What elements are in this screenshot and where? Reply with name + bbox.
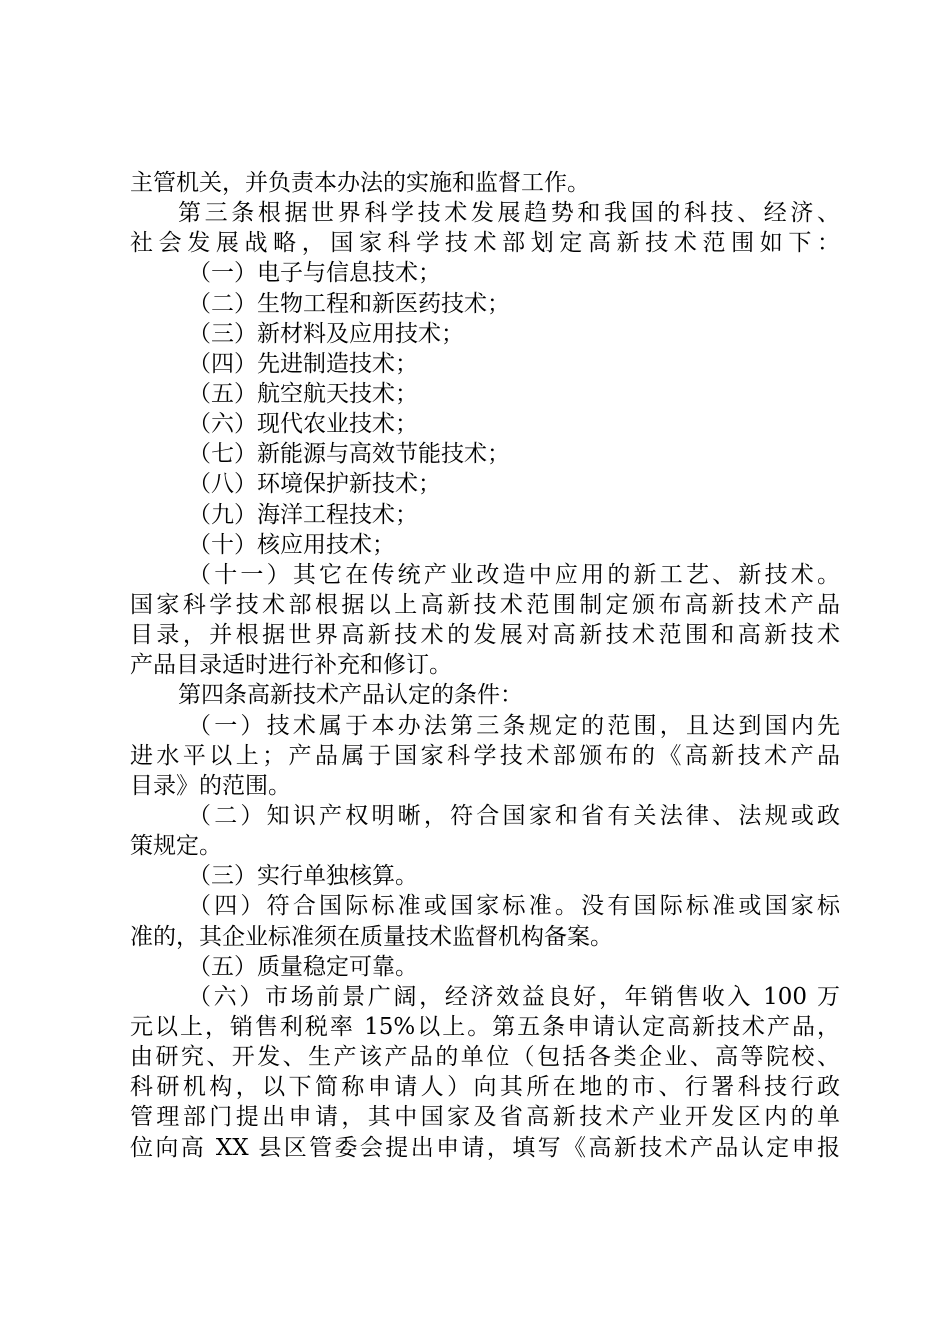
text-line: 位向高 XX 县区管委会提出申请，填写《高新技术产品认定申报 bbox=[130, 1134, 840, 1161]
text-line: 管理部门提出申请，其中国家及省高新技术产业开发区内的单 bbox=[130, 1104, 840, 1131]
list-item: （六）现代农业技术； bbox=[188, 411, 418, 438]
text-line: 由研究、开发、生产该产品的单位（包括各类企业、高等院校、 bbox=[130, 1044, 840, 1071]
list-item: （五）航空航天技术； bbox=[188, 380, 418, 407]
text-line: 第三条根据世界科学技术发展趋势和我国的科技、经济、 bbox=[178, 200, 840, 227]
list-item: （十）核应用技术； bbox=[188, 531, 395, 558]
text-line: 策规定。 bbox=[130, 833, 222, 860]
text-line: 主管机关，并负责本办法的实施和监督工作。 bbox=[130, 170, 590, 196]
text-line: （三）实行单独核算。 bbox=[188, 863, 418, 890]
text-line: 目录，并根据世界高新技术的发展对高新技术范围和高新技术 bbox=[130, 622, 840, 649]
text-line: 目录》的范围。 bbox=[130, 772, 291, 799]
text-line: 元以上，销售利税率 15%以上。第五条申请认定高新技术产品， bbox=[130, 1013, 840, 1040]
text-line: 进水平以上；产品属于国家科学技术部颁布的《高新技术产品 bbox=[130, 742, 840, 769]
text-line: 社会发展战略，国家科学技术部划定高新技术范围如下： bbox=[130, 230, 840, 257]
text-line: （一）技术属于本办法第三条规定的范围，且达到国内先 bbox=[188, 712, 840, 739]
list-item: （一）电子与信息技术； bbox=[188, 260, 441, 287]
list-item: （四）先进制造技术； bbox=[188, 350, 418, 377]
text-line: （五）质量稳定可靠。 bbox=[188, 953, 418, 980]
text-line: （二）知识产权明晰，符合国家和省有关法律、法规或政 bbox=[188, 802, 840, 829]
document-body bbox=[130, 168, 840, 1163]
text-line: 产品目录适时进行补充和修订。 bbox=[130, 652, 452, 679]
text-line: （四）符合国际标准或国家标准。没有国际标准或国家标 bbox=[188, 893, 840, 920]
list-item: （九）海洋工程技术； bbox=[188, 501, 418, 528]
list-item: （三）新材料及应用技术； bbox=[188, 320, 464, 347]
list-item: （七）新能源与高效节能技术； bbox=[188, 441, 510, 468]
list-item: （二）生物工程和新医药技术； bbox=[188, 290, 510, 317]
list-item: （十一）其它在传统产业改造中应用的新工艺、新技术。 bbox=[188, 561, 840, 588]
list-item: （八）环境保护新技术； bbox=[188, 471, 441, 498]
text-line: 准的，其企业标准须在质量技术监督机构备案。 bbox=[130, 923, 613, 950]
text-line: 科研机构，以下简称申请人）向其所在地的市、行署科技行政 bbox=[130, 1074, 840, 1101]
text-line: 国家科学技术部根据以上高新技术范围制定颁布高新技术产品 bbox=[130, 591, 840, 618]
text-line: 第四条高新技术产品认定的条件： bbox=[178, 682, 523, 709]
text-line: （六）市场前景广阔，经济效益良好，年销售收入 100 万 bbox=[188, 983, 840, 1010]
